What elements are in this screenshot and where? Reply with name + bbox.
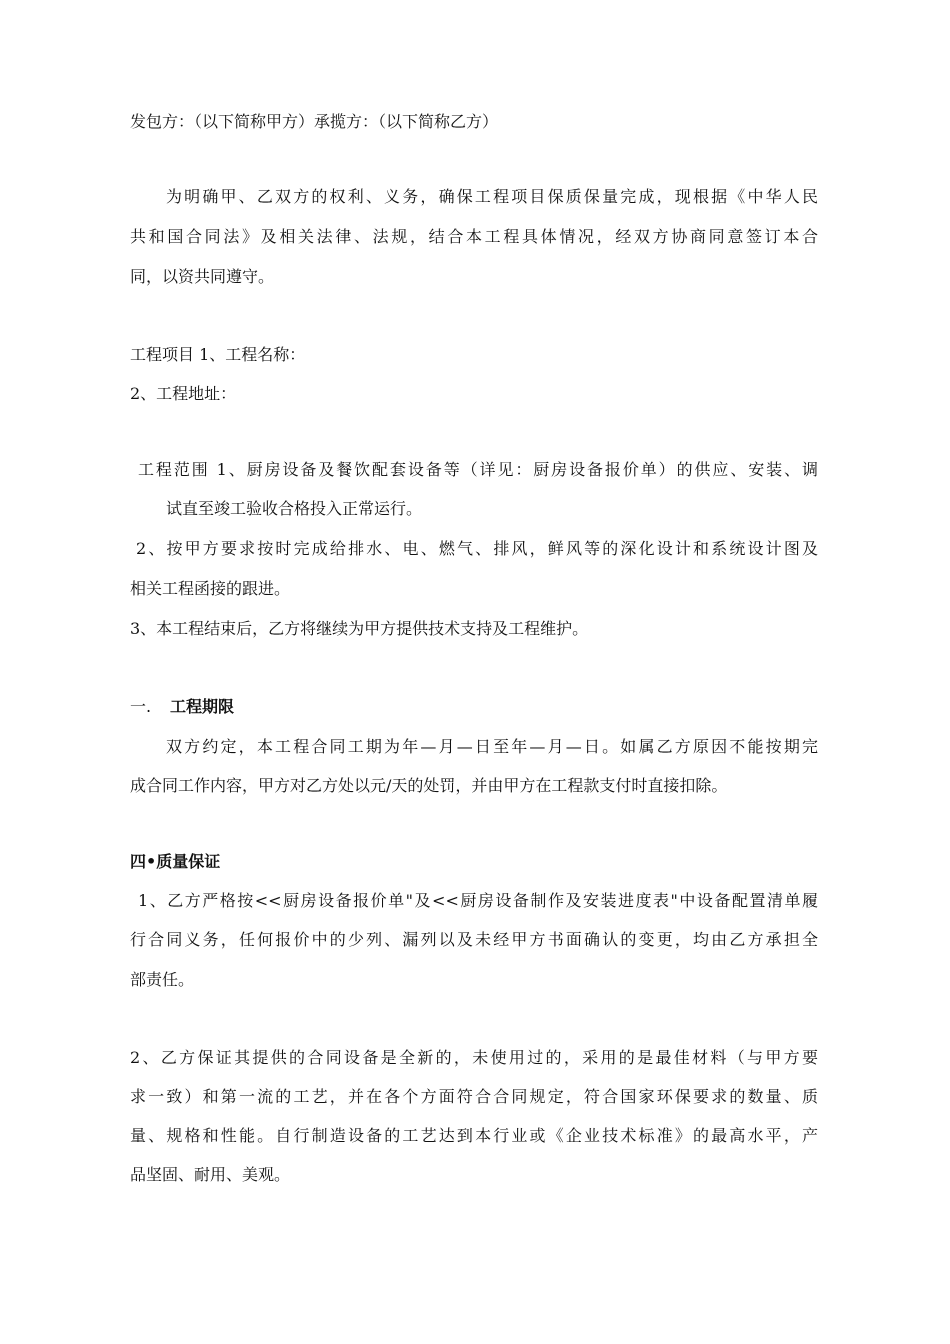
- period-heading: 工程期限: [170, 697, 235, 716]
- period-number: 一.: [130, 697, 152, 716]
- project-address-line: 2、工程地址：: [130, 384, 237, 403]
- scope-item1-line1: 工程范围 1、厨房设备及餐饮配套设备等（详见：厨房设备报价单）的供应、安装、调: [138, 460, 818, 479]
- quality-heading: 四•质量保证: [130, 852, 221, 871]
- scope-item3: 3、本工程结束后，乙方将继续为甲方提供技术支持及工程维护。: [130, 619, 589, 638]
- quality-item1-line1: 1、乙方严格按<<厨房设备报价单"及<<厨房设备制作及安装进度表"中设备配置清单履: [138, 891, 818, 910]
- intro-line-1: 为明确甲、乙双方的权利、义务，确保工程项目保质保量完成，现根据《中华人民: [166, 187, 818, 206]
- parties-line: 发包方：（以下简称甲方）承揽方：（以下简称乙方）: [130, 112, 499, 131]
- quality-item2-line2: 求一致）和第一流的工艺，并在各个方面符合合同规定，符合国家环保要求的数量、质: [130, 1087, 818, 1106]
- quality-item2-line1: 2、乙方保证其提供的合同设备是全新的，未使用过的，采用的是最佳材料（与甲方要: [130, 1048, 818, 1067]
- scope-item1-line2: 试直至竣工验收合格投入正常运行。: [166, 499, 423, 518]
- period-line-2: 成合同工作内容，甲方对乙方处以元/天的处罚，并由甲方在工程款支付时直接扣除。: [130, 776, 728, 795]
- quality-item2-line4: 品坚固、耐用、美观。: [130, 1165, 291, 1184]
- intro-line-2: 共和国合同法》及相关法律、法规，结合本工程具体情况，经双方协商同意签订本合: [130, 227, 818, 246]
- quality-item2-line3: 量、规格和性能。自行制造设备的工艺达到本行业或《企业技术标准》的最高水平，产: [130, 1126, 818, 1145]
- scope-item2-line2: 相关工程函接的跟进。: [130, 579, 291, 598]
- period-line-1: 双方约定，本工程合同工期为年—月—日至年—月—日。如属乙方原因不能按期完: [166, 737, 818, 756]
- quality-item1-line2: 行合同义务，任何报价中的少列、漏列以及未经甲方书面确认的变更，均由乙方承担全: [130, 930, 818, 949]
- project-name-line: 工程项目 1、工程名称：: [130, 345, 306, 364]
- quality-item1-line3: 部责任。: [130, 970, 195, 989]
- scope-item2-line1: 2、按甲方要求按时完成给排水、电、燃气、排风，鲜风等的深化设计和系统设计图及: [136, 539, 818, 558]
- intro-line-3: 同，以资共同遵守。: [130, 267, 275, 286]
